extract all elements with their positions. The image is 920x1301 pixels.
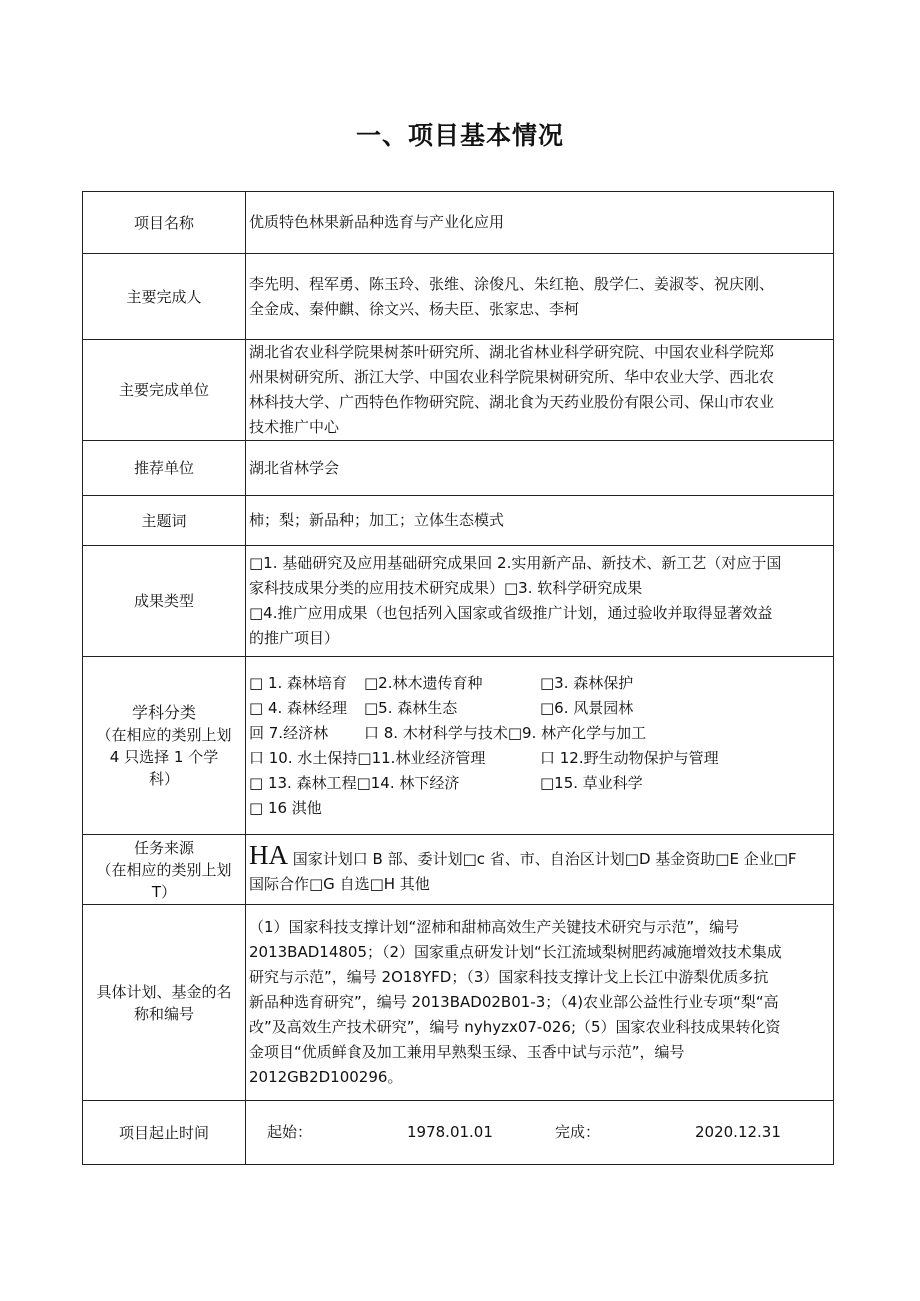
discipline-label-line: 4 只选择 1 个学 bbox=[109, 747, 219, 766]
task-source-label-line: 任务来源 bbox=[133, 838, 194, 857]
discipline-option[interactable]: □ 16 淇他 bbox=[249, 798, 322, 817]
table-row-plans bbox=[83, 905, 834, 1101]
task-source-value bbox=[246, 835, 834, 905]
page-title: 一、项目基本情况 bbox=[355, 121, 564, 150]
recommender-label: 推荐单位 bbox=[83, 441, 246, 496]
end-label: 完成： bbox=[555, 1123, 601, 1141]
keywords-value: 柿；梨；新品种；加工；立体生态模式 bbox=[246, 496, 834, 546]
discipline-label-line: 学科分类 bbox=[131, 702, 196, 722]
task-source-line bbox=[249, 839, 831, 872]
discipline-row bbox=[249, 696, 831, 721]
main-units-line: 技术推广中心 bbox=[249, 418, 340, 436]
table-row-discipline bbox=[83, 657, 834, 835]
end-date: 2020.12.31 bbox=[695, 1123, 781, 1141]
main-people-value bbox=[246, 254, 834, 340]
plans-label bbox=[83, 905, 246, 1101]
table-row-main-people bbox=[83, 254, 834, 340]
table-row-project-name bbox=[83, 192, 834, 254]
discipline-option[interactable]: □5. 森林生态 bbox=[364, 698, 458, 717]
table-row-main-units bbox=[83, 340, 834, 441]
table-row-keywords bbox=[83, 496, 834, 546]
project-info-table bbox=[82, 191, 834, 1165]
project-name-value: 优质特色林果新品种选育与产业化应用 bbox=[246, 192, 834, 254]
main-units-line: 湖北省农业科学院果树茶叶研究所、湖北省林业科学研究院、中国农业科学院郑 bbox=[249, 343, 775, 361]
main-units-line: 州果树研究所、浙江大学、中国农业科学院果树研究所、华中农业大学、西北农 bbox=[249, 368, 775, 386]
recommender-value: 湖北省林学会 bbox=[246, 441, 834, 496]
discipline-options bbox=[246, 657, 834, 835]
discipline-option[interactable]: □3. 森林保护 bbox=[540, 673, 634, 692]
plans-line: 改”及高效生产技术研究”，编号 nyhyzx07-026;（5）国家农业科技成果转化资 bbox=[249, 1018, 781, 1036]
period-value bbox=[246, 1101, 834, 1165]
discipline-row bbox=[249, 721, 831, 746]
plans-value bbox=[246, 905, 834, 1101]
discipline-row bbox=[249, 671, 831, 696]
discipline-option[interactable]: 口 12.野生动物保护与管理 bbox=[540, 748, 719, 767]
achievement-type-line: 的推广项目） bbox=[249, 629, 340, 647]
table-row-achievement-type bbox=[83, 546, 834, 657]
achievement-type-value bbox=[246, 546, 834, 657]
project-name-label: 项目名称 bbox=[83, 192, 246, 254]
task-source-label-line: （在相应的类别上划 bbox=[96, 860, 232, 879]
main-units-value bbox=[246, 340, 834, 441]
task-source-label-line: T） bbox=[151, 882, 177, 901]
discipline-option[interactable]: □ 4. 森林经理 bbox=[249, 698, 348, 717]
discipline-label-line: 科） bbox=[148, 769, 179, 788]
discipline-option[interactable]: □2.林木遗传育种 bbox=[364, 673, 483, 692]
main-people-line: 李先明、程军勇、陈玉玲、张维、涂俊凡、朱红艳、殷学仁、姜淑苓、祝庆刚、 bbox=[249, 274, 775, 293]
plans-label-line: 具体计划、基金的名 bbox=[96, 982, 232, 1001]
plans-line: 金项目“优质鲜食及加工兼用早熟梨玉绿、玉香中试与示范”，编号 bbox=[249, 1043, 685, 1061]
task-source-code: HA bbox=[249, 839, 288, 870]
period-label: 项目起止时间 bbox=[83, 1101, 246, 1165]
period-dates bbox=[249, 1120, 831, 1145]
main-people-label: 主要完成人 bbox=[83, 254, 246, 340]
plans-label-line: 称和编号 bbox=[133, 1004, 194, 1023]
task-source-label bbox=[83, 835, 246, 905]
achievement-type-line: □1. 基础研究及应用基础研究成果回 2.实用新产品、新技术、新工艺（对应于国 bbox=[249, 554, 782, 572]
discipline-option[interactable]: □6. 风景园林 bbox=[540, 698, 634, 717]
discipline-row bbox=[249, 796, 831, 821]
discipline-label bbox=[83, 657, 246, 835]
table-row-period bbox=[83, 1101, 834, 1165]
table-row-recommender bbox=[83, 441, 834, 496]
achievement-type-label: 成果类型 bbox=[83, 546, 246, 657]
main-units-label: 主要完成单位 bbox=[83, 340, 246, 441]
achievement-type-line: □4.推广应用成果（也包括列入国家或省级推广计划，通过验收并取得显著效益 bbox=[249, 604, 773, 622]
task-source-line[interactable]: 国际合作□G 自选□H 其他 bbox=[249, 874, 430, 893]
discipline-label-line: （在相应的类别上划 bbox=[96, 725, 232, 744]
discipline-option[interactable]: □15. 草业科学 bbox=[540, 773, 643, 792]
discipline-row bbox=[249, 746, 831, 771]
main-units-line: 林科技大学、广西特色作物研究院、湖北食为天药业股份有限公司、保山市农业 bbox=[249, 393, 775, 411]
start-date: 1978.01.01 bbox=[407, 1123, 493, 1141]
plans-line: 新品种选育研究”，编号 2013BAD02B01-3；（4)农业部公益性行业专项“梨“高 bbox=[249, 993, 779, 1011]
discipline-option[interactable]: 口 10. 水土保持□11.林业经济管理 bbox=[249, 748, 486, 767]
main-people-line: 全金成、秦仲麒、徐文兴、杨夫臣、张家忠、李柯 bbox=[249, 299, 580, 318]
plans-line: （1）国家科技支撑计划“涩柿和甜柿高效生产关键技术研究与示范”，编号 bbox=[249, 918, 740, 936]
discipline-option[interactable]: □ 1. 森林培育 bbox=[249, 673, 348, 692]
start-label: 起始： bbox=[267, 1123, 313, 1141]
discipline-row bbox=[249, 771, 831, 796]
discipline-option[interactable]: □ 13. 森林工程□14. 林下经济 bbox=[249, 773, 460, 792]
plans-line: 2012GB2D100296。 bbox=[249, 1068, 403, 1086]
plans-line: 2013BAD14805；（2）国家重点研发计划“长江流域梨树肥药减施增效技术集成 bbox=[249, 943, 782, 961]
keywords-label: 主题词 bbox=[83, 496, 246, 546]
task-source-options[interactable]: 国家计划口 B 部、委计划□c 省、市、自治区计划□D 基金资助□E 企业□F bbox=[288, 849, 797, 868]
plans-line: 研究与示范”，编号 2O18YFD；（3）国家科技支撑计戈上长江中游梨优质多抗 bbox=[249, 968, 769, 986]
discipline-option[interactable]: 回 7.经济林 bbox=[249, 723, 329, 742]
achievement-type-line: 家科技成果分类的应用技术研究成果）□3. 软科学研究成果 bbox=[249, 579, 643, 597]
discipline-option[interactable]: 口 8. 木材科学与技术□9. 林产化学与加工 bbox=[364, 723, 647, 742]
table-row-task-source bbox=[83, 835, 834, 905]
